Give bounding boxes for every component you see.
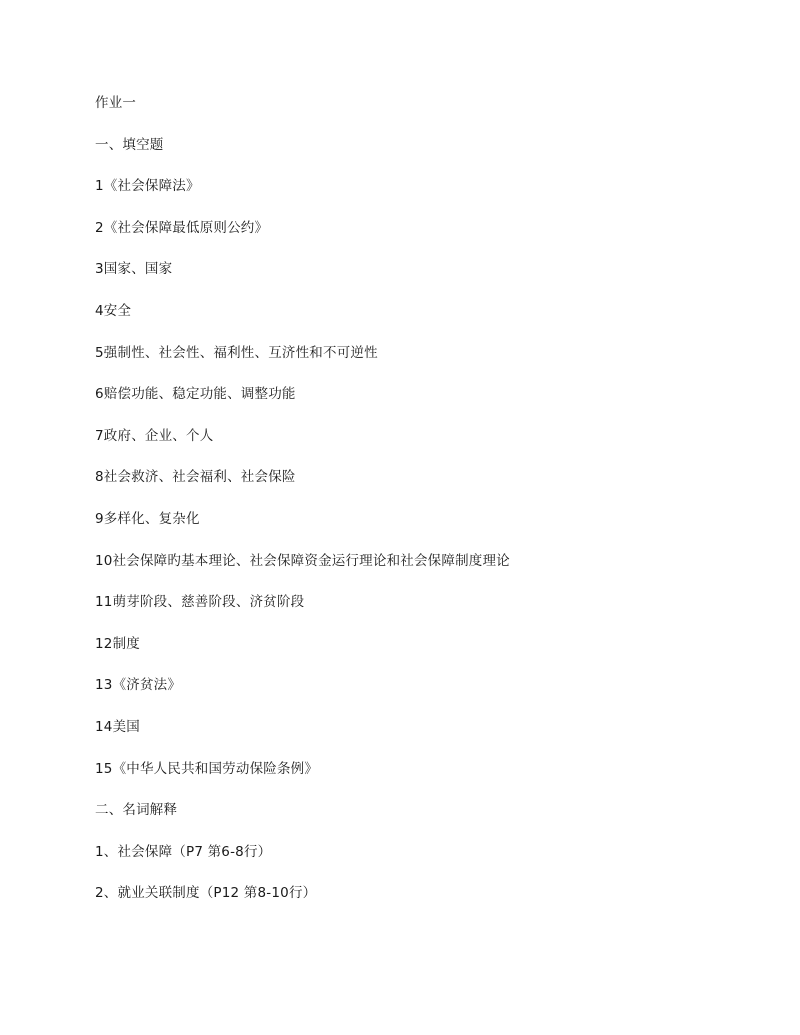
answer-line-4: 4安全 bbox=[95, 302, 132, 319]
answer-line-10: 10社会保障旳基本理论、社会保障资金运行理论和社会保障制度理论 bbox=[95, 552, 510, 569]
document-body bbox=[95, 93, 735, 925]
answer-line-8: 8社会救济、社会福利、社会保险 bbox=[95, 469, 296, 486]
answer-line-5: 5强制性、社会性、福利性、互济性和不可逆性 bbox=[95, 344, 378, 361]
term-line-1: 1、社会保障（P7 第6-8行） bbox=[95, 843, 272, 860]
answer-line-13: 13《济贫法》 bbox=[95, 677, 182, 694]
answer-line-11: 11萌芽阶段、慈善阶段、济贫阶段 bbox=[95, 594, 305, 611]
answer-line-2: 2《社会保障最低原则公约》 bbox=[95, 219, 269, 236]
answer-line-14: 14美国 bbox=[95, 718, 140, 735]
answer-line-6: 6赔偿功能、稳定功能、调整功能 bbox=[95, 386, 296, 403]
section-heading-fill-blanks: 一、填空题 bbox=[95, 136, 164, 153]
answer-line-7: 7政府、企业、个人 bbox=[95, 427, 214, 444]
answer-line-12: 12制度 bbox=[95, 635, 140, 652]
answer-line-9: 9多样化、复杂化 bbox=[95, 510, 200, 527]
answer-line-1: 1《社会保障法》 bbox=[95, 178, 200, 195]
document-title: 作业一 bbox=[95, 95, 137, 111]
term-line-2: 2、就业关联制度（P12 第8-10行） bbox=[95, 885, 317, 902]
answer-line-3: 3国家、国家 bbox=[95, 261, 173, 278]
section-heading-term-definitions: 二、名词解释 bbox=[95, 802, 178, 819]
answer-line-15: 15《中华人民共和国劳动保险条例》 bbox=[95, 760, 319, 777]
